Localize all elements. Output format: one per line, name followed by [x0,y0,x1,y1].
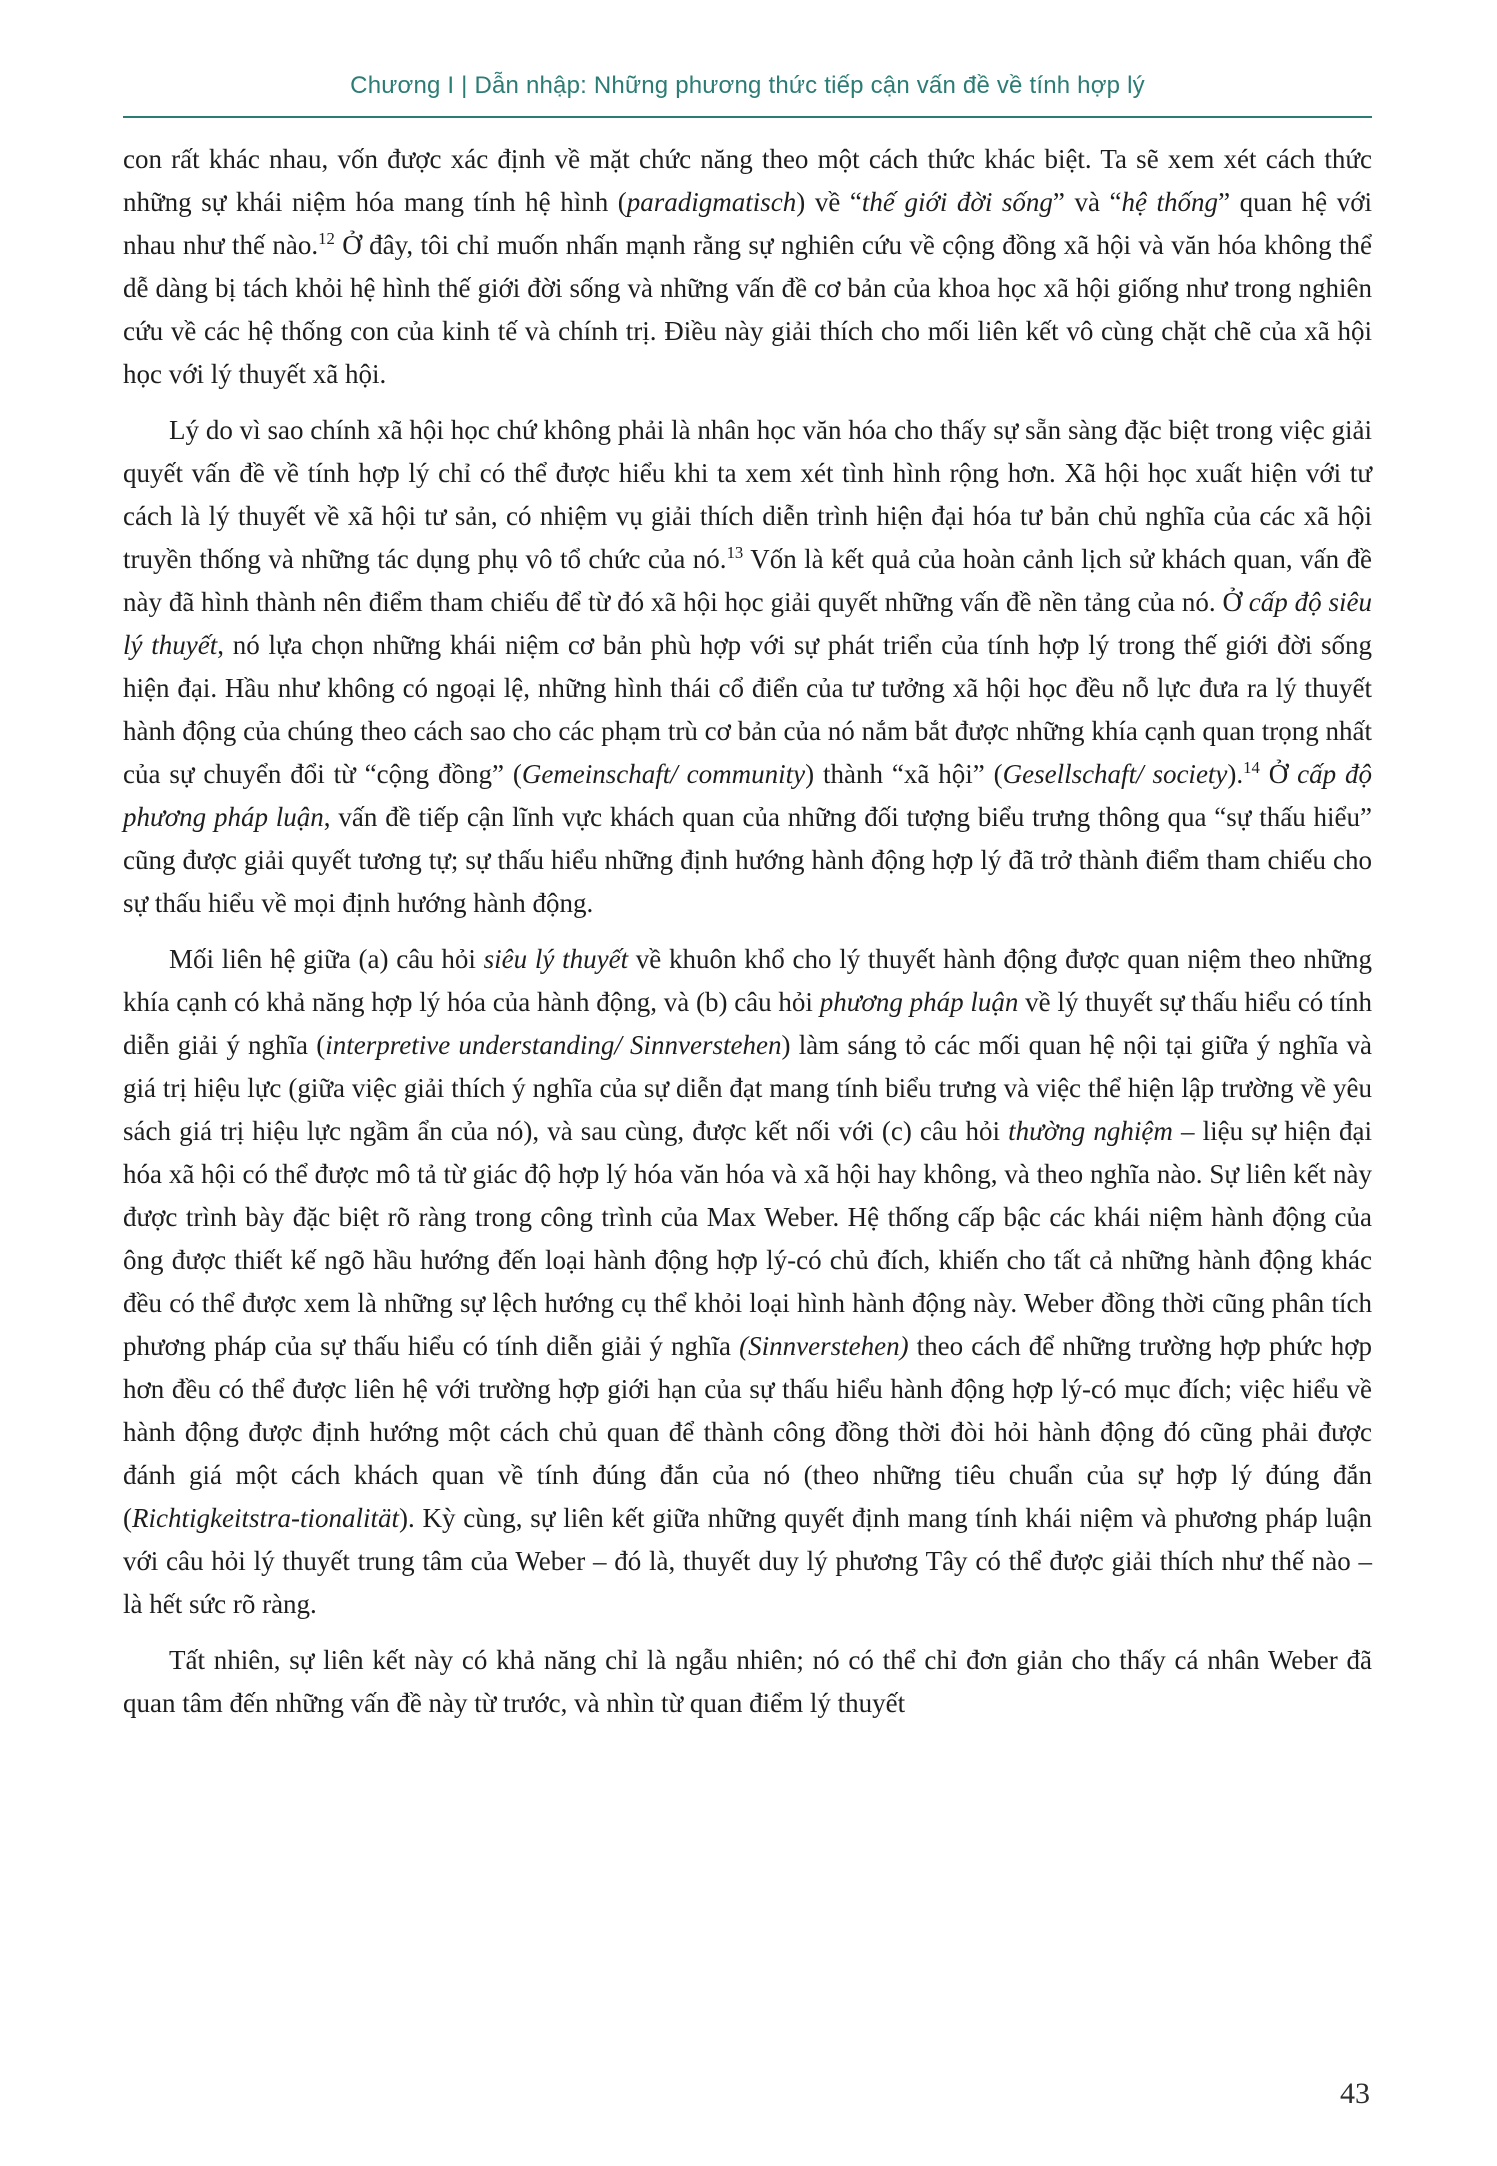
body-text-run: ). Kỳ cùng, sự liên kết giữa những quyết định mang tính khái niệm và phương pháp luận với câu hỏi lý thuyết trung tâm của Weber – đó là, thuyết duy lý phương Tây có thể được giải thích như thế nào – là hết sức rõ ràng. [123,1503,1372,1619]
body-text-run: – liệu sự hiện đại hóa xã hội có thể được mô tả từ giác độ hợp lý hóa văn hóa và xã hội hay không, và theo nghĩa nào. Sự liên kết này được trình bày đặc biệt rõ ràng trong công trình của Max Weber. Hệ thống cấp bậc các khái niệm hành động của ông được thiết kế ngõ hầu hướng đến loại hành động hợp lý-có chủ đích, khiến cho tất cả những hành động khác đều có thể được xem là những sự lệch hướng cụ thể khỏi loại hình hành động này. Weber đồng thời cũng phân tích phương pháp của sự thấu hiểu có tính diễn giải ý nghĩa [123,1116,1373,1361]
italic-text: thế giới đời sống [861,187,1053,217]
italic-text: Gesellschaft/ society [1002,759,1228,789]
footnote-reference: 12 [318,229,335,248]
body-text-run: Ở đây, tôi chỉ muốn nhấn mạnh rằng sự nghiên cứu về cộng đồng xã hội và văn hóa không thể dễ dàng bị tách khỏi hệ hình thế giới đời sống và những vấn đề cơ bản của khoa học xã hội giống như trong nghiên cứu về các hệ thống con của kinh tế và chính trị. Điều này giải thích cho mối liên kết vô cùng chặt chẽ của xã hội học với lý thuyết xã hội. [123,230,1372,389]
paragraph [123,409,1372,925]
body-text-run: Lý do vì sao chính xã hội học chứ không phải là nhân học văn hóa cho thấy sự sẵn sàng đặc biệt trong việc giải quyết vấn đề về tính hợp lý chỉ có thể được hiểu khi ta xem xét tình hình rộng hơn. Xã hội học xuất hiện với tư cách là lý thuyết về xã hội tư sản, có nhiệm vụ giải thích diễn trình hiện đại hóa tư bản chủ nghĩa của các xã hội truyền thống và những tác dụng phụ vô tổ chức của nó. [123,415,1372,574]
body-text-run: , nó lựa chọn những khái niệm cơ bản phù hợp với sự phát triển của tính hợp lý trong thế giới đời sống hiện đại. Hầu như không có ngoại lệ, những hình thái cổ điển của tư tưởng xã hội học đều nỗ lực đưa ra lý thuyết hành động của chúng theo cách sao cho các phạm trù cơ bản của nó nắm bắt được những khía cạnh quan trọng nhất của sự chuyển đổi từ “cộng đồng” ( [123,630,1372,789]
italic-text: phương pháp luận [819,987,1019,1017]
body-text-run: con rất khác nhau, vốn được xác định về mặt chức năng theo một cách thức khác biệt. Ta sẽ xem xét cách thức những sự khái niệm hóa mang tính hệ hình ( [123,144,1372,217]
running-header: Chương I | Dẫn nhập: Những phương thức tiếp cận vấn đề về tính hợp lý [350,72,1145,99]
footnote-reference: 13 [726,543,744,562]
body-text [123,138,1372,1738]
italic-text: paradigmatisch [626,187,797,217]
body-text-run: Mối liên hệ giữa (a) câu hỏi [169,944,484,974]
body-text-run: theo cách để những trường hợp phức hợp hơn đều có thể được liên hệ với trường hợp giới hạn của sự thấu hiểu hành động hợp lý-có mục đích; việc hiểu về hành động được định hướng một cách chủ quan để thành công đồng thời đòi hỏi hành động đó cũng phải được đánh giá một cách khách quan về tính đúng đắn của nó (theo những tiêu chuẩn của sự hợp lý đúng đắn ( [123,1331,1372,1533]
body-text-run: Ở [1259,759,1298,789]
body-text-run: , vấn đề tiếp cận lĩnh vực khách quan của những đối tượng biểu trưng thông qua “sự thấu hiểu” cũng được giải quyết tương tự; sự thấu hiểu những định hướng hành động hợp lý đã trở thành điểm tham chiếu cho sự thấu hiểu về mọi định hướng hành động. [123,802,1372,918]
page-number: 43 [1340,2077,1370,2110]
body-text-run: ) về “ [796,187,862,217]
header-rule [123,116,1372,118]
italic-text: Gemeinschaft/ community [521,759,806,789]
body-text-run: ). [1227,759,1244,789]
body-text-run: ” quan hệ với nhau như thế nào. [123,187,1372,260]
footnote-reference: 14 [1243,758,1260,777]
body-text-run: về khuôn khổ cho lý thuyết hành động được quan niệm theo những khía cạnh có khả năng hợp lý hóa của hành động, và (b) câu hỏi [123,944,1372,1017]
italic-text: (Sinnverstehen) [739,1331,909,1361]
italic-text: interpretive understanding/ Sinnverstehen [325,1030,782,1060]
body-text-run: ) làm sáng tỏ các mối quan hệ nội tại giữa ý nghĩa và giá trị hiệu lực (giữa việc giải thích ý nghĩa của sự diễn đạt mang tính biểu trưng và việc thể hiện lập trường về yêu sách giá trị hiệu lực ngầm ẩn của nó), và sau cùng, được kết nối với (c) câu hỏi [123,1030,1372,1146]
body-text-run: ” và “ [1052,187,1122,217]
italic-text: cấp độ siêu lý thuyết [123,587,1372,660]
body-text-run: Vốn là kết quả của hoàn cảnh lịch sử khách quan, vấn đề này đã hình thành nên điểm tham chiếu để từ đó xã hội học giải quyết những vấn đề nền tảng của nó. Ở [123,544,1372,617]
italic-text: thường nghiệm [1008,1116,1173,1146]
paragraph [123,938,1372,1626]
body-text-run: về lý thuyết sự thấu hiểu có tính diễn giải ý nghĩa ( [123,987,1372,1060]
italic-text: Richtigkeitstra-tionalität [132,1503,399,1533]
body-text-run: Tất nhiên, sự liên kết này có khả năng chỉ là ngẫu nhiên; nó có thể chỉ đơn giản cho thấy cá nhân Weber đã quan tâm đến những vấn đề này từ trước, và nhìn từ quan điểm lý thuyết [123,1645,1372,1718]
paragraph [123,1639,1372,1725]
italic-text: cấp độ phương pháp luận [123,759,1373,832]
italic-text: hệ thống [1121,187,1219,217]
italic-text: siêu lý thuyết [483,944,629,974]
paragraph [123,138,1372,396]
body-text-run: ) thành “xã hội” ( [805,759,1003,789]
